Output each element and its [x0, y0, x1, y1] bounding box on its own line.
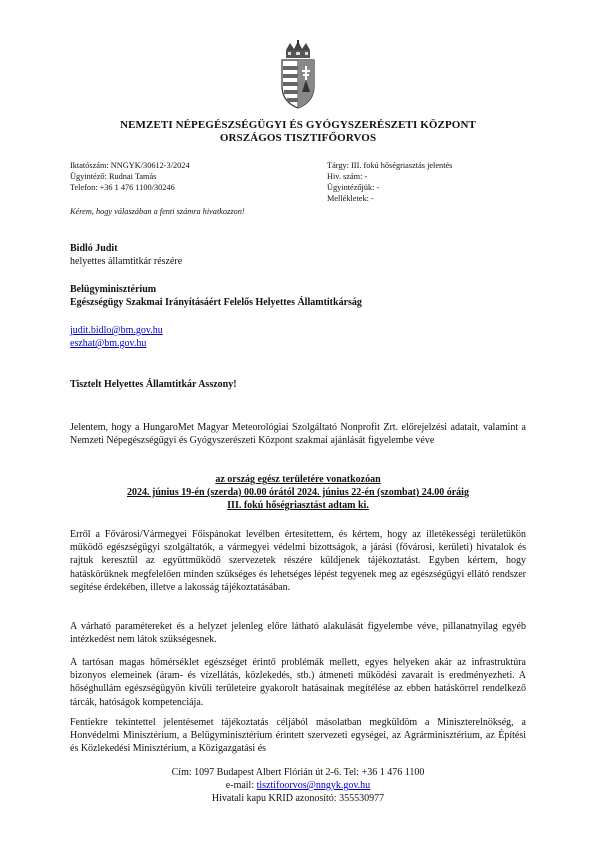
footer-email-line — [0, 780, 596, 793]
recipient-role: helyettes államtitkár részére — [70, 256, 183, 267]
recipient-org: Belügyminisztérium — [70, 284, 157, 295]
meta-left — [70, 160, 190, 193]
announcement-scope: az ország egész területére vonatkozóan — [215, 474, 381, 485]
department-email-link[interactable]: eszhat@bm.gov.hu — [70, 338, 147, 349]
reference-number: Iktatószám: NNGYK/30612-3/2024 — [70, 161, 190, 170]
footer-email-link[interactable]: tisztifoorvos@nngyk.gov.hu — [256, 780, 371, 791]
institution-subtitle: ORSZÁGOS TISZTIFŐORVOS — [219, 132, 377, 144]
reply-note: Kérem, hogy válaszában a fenti számra hivatkozzon! — [70, 207, 245, 216]
footer-email-label: e-mail: — [225, 780, 257, 791]
body-paragraph: Erről a Fővárosi/Vármegyei Főispánokat levélben értesítettem, és kértem, hogy az illetékességi területükön működő egészségügyi szolgáltatók, a vármegyei védelmi bizottságok, a járási (fővárosi, kerületi) hivatalok és rajtuk keresztül az együttműködő szervezetek részére küldjenek tájékoztatást. Egyben kértem, hogy hatáskörüknek megfelelően minden szükséges és lehetséges lépést tegyenek meg az egészségügyi ellátó rendszer segítése érdekében, illetve a lakosság tájékoztatásában. — [70, 529, 526, 593]
case-officer: Ügyintéző: Rudnai Tamás — [70, 172, 157, 181]
announcement-period: 2024. június 19-én (szerda) 00.00 órától 2024. június 22-én (szombat) 24.00 óráig — [127, 487, 469, 498]
phone: Telefon: +36 1 476 1100/30246 — [70, 183, 175, 192]
announcement — [0, 473, 596, 512]
body-paragraph: Fentiekre tekintettel jelentésemet tájékoztatás céljából másolatban megküldöm a Miniszterelnökség, a Honvédelmi Minisztérium, a Belügyminisztérium érintett szervezeti egységei, az Agrárminisztérium, az Építési és Közlekedési Minisztérium, a Közigazgatási és — [70, 717, 526, 755]
salutation: Tisztelt Helyettes Államtitkár Asszony! — [70, 379, 237, 390]
announcement-alert: III. fokú hőségriasztást adtam ki. — [227, 500, 369, 511]
coat-of-arms-icon — [276, 40, 320, 110]
footer-krid: Hivatali kapu KRID azonosító: 355530977 — [211, 793, 385, 804]
attachments: Mellékletek: - — [327, 194, 374, 203]
subject: Tárgy: III. fokú hőségriasztás jelentés — [327, 161, 453, 170]
recipient-department: Egészségügy Szakmai Irányításáért Felelős Helyettes Államtitkárság — [70, 297, 362, 308]
footer-address: Cím: 1097 Budapest Albert Flórián út 2-6. Tel: +36 1 476 1100 — [171, 767, 425, 778]
meta-right — [327, 160, 452, 204]
body-paragraph: A várható paramétereket és a helyzet jelenleg előre látható alakulását figyelembe véve, pillanatnyilag egyéb intézkedést nem látok szükségesnek. — [70, 621, 526, 646]
their-officer: Ügyintézőjük: - — [327, 183, 380, 192]
ref-number: Hiv. szám: - — [327, 172, 368, 181]
body-paragraph: A tartósan magas hőmérséklet egészséget érintő problémák mellett, egyes helyeken akár az infrastruktúra bizonyos elemeinek (áram- és vízellátás, közlekedés, stb.) átmeneti működési zavarait is eredményezheti. A hőséghullám egészségügyön kívüli területeire gyakorolt hatásainak megítélése az ebben hatáskörrel rendelkező tárcák, hatóságok kompetenciája. — [70, 657, 526, 708]
institution-name: NEMZETI NÉPEGÉSZSÉGÜGYI ÉS GYÓGYSZERÉSZETI KÖZPONT — [120, 119, 476, 131]
recipient-name: Bidló Judit — [70, 243, 118, 254]
intro-paragraph: Jelentem, hogy a HungaroMet Magyar Meteorológiai Szolgáltató Nonprofit Zrt. előrejelzési adatait, valamint a Nemzeti Népegészségügyi és Gyógyszerészeti Központ szakmai ajánlását figyelembe véve — [70, 422, 526, 447]
recipient-email-link[interactable]: judit.bidlo@bm.gov.hu — [70, 325, 163, 336]
